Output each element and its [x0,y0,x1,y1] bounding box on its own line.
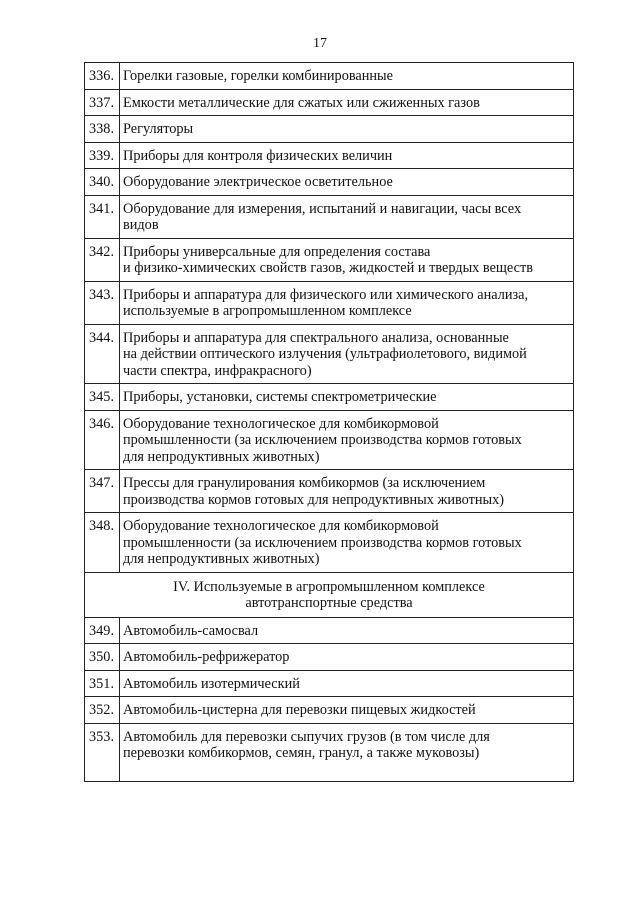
item-description-line: Емкости металлические для сжатых или сжиженных газов [123,94,480,111]
item-description-line: Оборудование электрическое осветительное [123,174,393,190]
item-description [120,116,574,143]
item-description-line: промышленности (за исключением производства кормов готовых [123,534,522,551]
table-row [85,324,574,384]
item-description-line: Приборы и аппаратура для физического или химического анализа, [123,286,529,303]
item-description-line: Приборы для контроля физических величин [123,147,393,164]
item-description [120,670,574,697]
table-row [85,670,574,697]
item-description [120,142,574,169]
item-number: 339. [85,142,120,169]
table-row [85,281,574,324]
item-description-line: для непродуктивных животных) [123,551,320,567]
item-description-line: Оборудование технологическое для комбикормовой [123,415,439,432]
item-description [120,697,574,724]
item-description [120,63,574,90]
section-heading-line: IV. Используемые в агропромышленном комплексе [173,578,485,595]
item-description-line: Приборы и аппаратура для спектрального анализа, основанные [123,329,509,346]
item-description [120,195,574,238]
section-heading-line: автотранспортные средства [245,595,413,611]
table-row [85,617,574,644]
item-number: 348. [85,513,120,573]
item-description [120,723,574,781]
item-number: 353. [85,723,120,781]
item-description [120,617,574,644]
item-description-line: Оборудование технологическое для комбикормовой [123,518,439,534]
section-header-row [85,572,574,617]
table-row [85,142,574,169]
table-row [85,644,574,671]
item-number: 341. [85,195,120,238]
table-row [85,723,574,781]
item-description-line: Автомобиль-рефрижератор [123,649,290,665]
item-description [120,238,574,281]
item-number: 338. [85,116,120,143]
table-row [85,169,574,196]
item-number: 346. [85,410,120,470]
item-description-line: Приборы универсальные для определения состава [123,243,431,260]
item-description [120,89,574,116]
items-table [84,62,574,782]
page-number: 17 [313,36,327,51]
item-number: 345. [85,384,120,411]
table-row [85,63,574,90]
item-description-line: для непродуктивных животных) [123,448,320,465]
item-number: 350. [85,644,120,671]
item-description-line: производства кормов готовых для непродуктивных животных) [123,491,505,508]
table-row [85,470,574,513]
item-description-line: используемые в агропромышленном комплексе [123,303,412,319]
item-description-line: Прессы для гранулирования комбикормов (за исключением [123,475,486,491]
item-description-line: Автомобиль изотермический [123,675,300,692]
table-row [85,410,574,470]
item-description [120,513,574,573]
item-description-line: и физико-химических свойств газов, жидкостей и твердых веществ [123,260,533,276]
table-row [85,195,574,238]
item-description-line: на действии оптического излучения (ультрафиолетового, видимой [123,346,527,362]
item-description-line: Оборудование для измерения, испытаний и навигации, часы всех [123,200,522,217]
item-number: 336. [85,63,120,90]
item-description [120,410,574,470]
item-number: 340. [85,169,120,196]
table-row [85,238,574,281]
item-description-line: Регуляторы [123,121,194,137]
item-description-line: перевозки комбикормов, семян, гранул, а также муковозы) [123,745,480,761]
item-number: 347. [85,470,120,513]
item-number: 352. [85,697,120,724]
table-row [85,513,574,573]
table-row [85,89,574,116]
table-row [85,384,574,411]
item-number: 343. [85,281,120,324]
item-description-line: видов [123,217,159,233]
item-number: 349. [85,617,120,644]
table-row [85,697,574,724]
item-description-line: Горелки газовые, горелки комбинированные [123,68,394,84]
item-description-line: Автомобиль для перевозки сыпучих грузов (в том числе для [123,728,490,745]
item-description-line: промышленности (за исключением производства кормов готовых [123,432,522,448]
item-number: 344. [85,324,120,384]
item-description [120,169,574,196]
item-number: 342. [85,238,120,281]
items-table-body [85,63,574,782]
item-description-line: Приборы, установки, системы спектрометрические [123,389,437,405]
item-description-line: Автомобиль-цистерна для перевозки пищевых жидкостей [123,702,476,718]
table-row [85,116,574,143]
item-description [120,384,574,411]
item-number: 337. [85,89,120,116]
item-description-line: Автомобиль-самосвал [123,622,259,639]
item-number: 351. [85,670,120,697]
item-description [120,470,574,513]
section-heading [85,572,574,617]
item-description [120,281,574,324]
item-description [120,644,574,671]
item-description [120,324,574,384]
item-description-line: части спектра, инфракрасного) [123,362,312,379]
